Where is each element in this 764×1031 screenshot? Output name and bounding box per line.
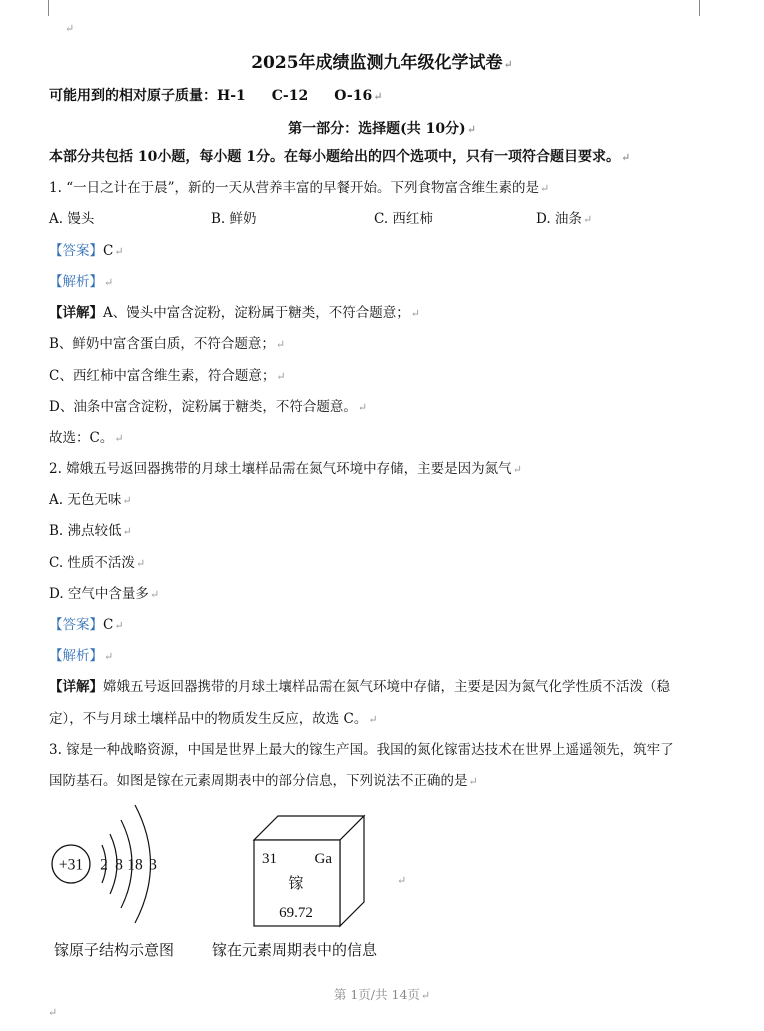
question-2-detail-line-2: 定），不与月球土壤样品中的物质发生反应，故选 C。↵ <box>49 711 378 727</box>
atomic-mass-line: 可能用到的相对原子质量：H-1 C-12 O-16↵ <box>49 88 383 104</box>
question-1-option-b: B. 鲜奶 <box>211 211 257 227</box>
atomic-mass-h: H-1 <box>217 88 246 104</box>
cell-atomic-number: 31 <box>262 851 277 867</box>
question-2-option-b: B. 沸点较低↵ <box>49 523 132 539</box>
figure-caption-left: 镓原子结构示意图 <box>54 941 175 959</box>
question-2-stem: 2. 嫦娥五号返回器携带的月球土壤样品需在氮气环境中存储，主要是因为氮气↵ <box>49 461 522 477</box>
page-footer: 第 1页/共 14页↵ <box>333 987 431 1002</box>
figure-caption-right: 镓在元素周期表中的信息 <box>212 941 378 959</box>
figure-paragraph-mark: ↵ <box>397 874 407 887</box>
question-1-conclusion: 故选：C。↵ <box>49 430 124 446</box>
question-1-detail-d: D、油条中富含淀粉，淀粉属于糖类，不符合题意。↵ <box>49 399 368 415</box>
atomic-mass-o: O-16 <box>334 88 373 104</box>
atomic-mass-label: 可能用到的相对原子质量： <box>49 88 217 104</box>
shell-2-electrons: 8 <box>115 856 123 874</box>
question-2-option-a: A. 无色无味↵ <box>49 492 132 508</box>
section-title: 第一部分：选择题(共 10分)↵ <box>288 121 476 137</box>
question-1-option-d: D. 油条↵ <box>536 211 593 227</box>
question-2-option-c: C. 性质不活泼↵ <box>49 555 146 571</box>
cell-element-name: 镓 <box>288 874 304 892</box>
shell-3-electrons: 18 <box>127 856 143 874</box>
question-1-detail-a: 【详解】A、馒头中富含淀粉，淀粉属于糖类，不符合题意；↵ <box>49 305 420 321</box>
paragraph-mark: ↵ <box>65 22 75 35</box>
cell-atomic-mass: 69.72 <box>279 905 313 921</box>
cell-symbol: Ga <box>314 851 332 867</box>
question-1-detail-c: C、西红柿中富含维生素，符合题意；↵ <box>49 368 286 384</box>
question-3-stem-line-1: 3. 镓是一种战略资源，中国是世界上最大的镓生产国。我国的氮化镓雷达技术在世界上遥遥领先，筑牢了 <box>49 742 674 758</box>
question-1-analysis-tag: 【解析】↵ <box>49 274 114 290</box>
question-2-answer: 【答案】C↵ <box>49 617 124 633</box>
crop-mark-right <box>699 0 700 16</box>
question-2-option-d: D. 空气中含量多↵ <box>49 586 160 602</box>
question-1-option-a: A. 馒头 <box>49 211 95 227</box>
nucleus-charge: +31 <box>58 856 84 874</box>
page-title: 2025年成绩监测九年级化学试卷↵ <box>251 53 513 73</box>
shell-1-electrons: 2 <box>100 856 108 874</box>
crop-mark-left <box>48 0 49 16</box>
bottom-paragraph-mark: ↵ <box>48 1006 58 1019</box>
question-1-stem: 1. “一日之计在于晨”，新的一天从营养丰富的早餐开始。下列食物富含维生素的是↵ <box>49 180 550 196</box>
shell-4-electrons: 3 <box>149 856 157 874</box>
instruction: 本部分共包括 10小题，每小题 1分。在每小题给出的四个选项中，只有一项符合题目要求。↵ <box>49 149 631 165</box>
question-2-detail-line-1: 【详解】嫦娥五号返回器携带的月球土壤样品需在氮气环境中存储，主要是因为氮气化学性质不活泼（稳 <box>49 679 670 695</box>
periodic-table-cell <box>250 812 370 930</box>
question-2-analysis-tag: 【解析】↵ <box>49 648 114 664</box>
question-1-answer: 【答案】C↵ <box>49 243 124 259</box>
atomic-mass-c: C-12 <box>271 88 309 104</box>
question-1-detail-b: B、鲜奶中富含蛋白质，不符合题意；↵ <box>49 336 286 352</box>
atom-structure-diagram <box>44 800 174 930</box>
question-3-stem-line-2: 国防基石。如图是镓在元素周期表中的部分信息，下列说法不正确的是↵ <box>49 773 478 789</box>
question-1-option-c: C. 西红柿 <box>374 211 433 227</box>
